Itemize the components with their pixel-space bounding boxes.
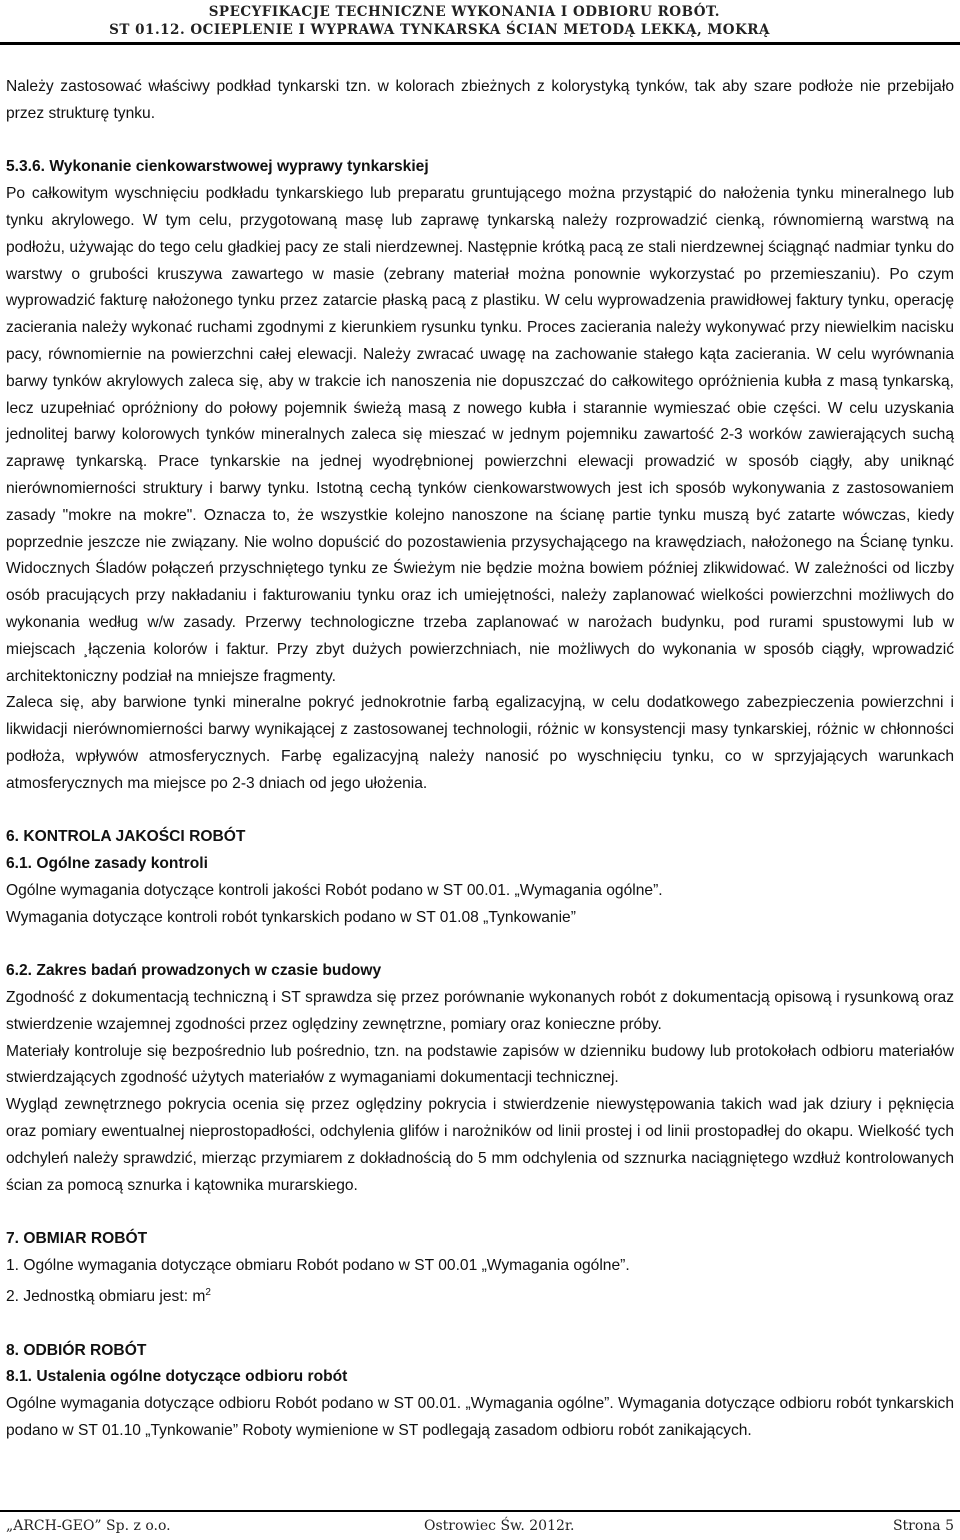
section-7-heading: 7. OBMIAR ROBÓT [6, 1230, 148, 1248]
spacer [6, 798, 954, 825]
section-8-1-paragraph: Ogólne wymagania dotyczące odbioru Robót podano w ST 00.01. „Wymagania ogólne”. Wymagania dotyczące odbioru robót tynkarskich podano w ST 01.10 „Tynkowanie” Roboty wymienione w ST podlegają zasadom odbioru robót zanikających. [6, 1395, 954, 1440]
section-6-1-heading: 6.1. Ogólne zasady kontroli [6, 855, 208, 873]
page-header [0, 2, 960, 42]
spacer [6, 128, 954, 155]
section-6-2-paragraph-3: Wygląd zewnętrznego pokrycia ocenia się przez oględziny pokrycia i stwierdzenie niewystępowania takich wad jak dziury i pęknięcia oraz pomiary ewentualnej nieprostopadłości, odchylenia glifów i narożników od linii prostej i od linii prostopadłej do okapu. Wielkość tych odchyleń należy sprawdzić, mierząc przymiarem z dokładnością do 5 mm odchylenia od szznurka naciągniętego wzdłuż kontrolowanych ścian za pomocą sznurka i kątownika murarskiego. [6, 1096, 954, 1194]
footer-page-number: Strona 5 [892, 1518, 954, 1534]
section-6-2-paragraph-2: Materiały kontroluje się bezpośrednio lub pośrednio, tzn. na podstawie zapisów w dzienniku budowy lub protokołach odbioru materiałów stwierdzających zgodność użytych materiałów z wymaganiami dokumentacji technicznej. [6, 1042, 954, 1087]
header-divider [0, 42, 960, 45]
section-8-1-heading: 8.1. Ustalenia ogólne dotyczące odbioru robót [6, 1368, 348, 1386]
footer-divider [0, 1510, 960, 1512]
intro-paragraph: Należy zastosować właściwy podkład tynkarski tzn. w kolorach zbieżnych z kolorystyką tynków, tak aby szare podłoże nie przebijało przez strukturę tynku. [6, 78, 954, 122]
section-7-item-1: 1. Ogólne wymagania dotyczące obmiaru Robót podano w ST 00.01 „Wymagania ogólne”. [6, 1257, 630, 1275]
section-5-3-6-paragraph-2: Zaleca się, aby barwione tynki mineralne pokryć jednokrotnie farbą egalizacyjną, w celu dodatkowego zabezpieczenia powierzchni i likwidacji nierównomierności barwy wynikającej z zastosowanej technologii, różnic w konsystencji masy tynkarskiej, różnic w chłonności podłoża, wpływów atmosferycznych. Farbę egalizacyjną należy nanosić po wyschnięciu tynku, co w sprzyjających warunkach atmosferycznych ma miejsce po 2-3 dniach od jego ułożenia. [6, 694, 954, 792]
section-7-item-2-text: 2. Jednostką obmiaru jest: m [6, 1288, 206, 1306]
spacer [6, 1199, 954, 1226]
section-6-heading: 6. KONTROLA JAKOŚCI ROBÓT [6, 828, 246, 846]
unit-exponent: 2 [205, 1286, 211, 1298]
section-6-1-line-1: Ogólne wymagania dotyczące kontroli jakości Robót podano w ST 00.01. „Wymagania ogólne”. [6, 881, 663, 899]
section-6-2-heading: 6.2. Zakres badań prowadzonych w czasie budowy [6, 962, 382, 980]
section-6-1-line-2: Wymagania dotyczące kontroli robót tynkarskich podano w ST 01.08 „Tynkowanie” [6, 908, 576, 926]
section-5-3-6-heading: 5.3.6. Wykonanie cienkowarstwowej wyprawy tynkarskiej [6, 158, 429, 176]
spacer [6, 1311, 954, 1338]
section-7-item-2 [6, 1280, 954, 1311]
section-6-2-paragraph-1: Zgodność z dokumentacją techniczną i ST sprawdza się przez porównanie wykonanych robót z dokumentacją opisową i rysunkową oraz stwierdzenie wzajemnej zgodności przez oględziny zewnętrzne, pomiary oraz konieczne próby. [6, 989, 954, 1033]
footer-company: „ARCH-GEO” Sp. z o.o. [6, 1518, 171, 1534]
footer-place-date: Ostrowiec Św. 2012r. [424, 1518, 575, 1534]
spacer [6, 932, 954, 959]
document-body [6, 74, 954, 1445]
page-footer [0, 1514, 960, 1538]
header-subtitle: ST 01.12. OCIEPLENIE I WYPRAWA TYNKARSKA ŚCIAN METODĄ LEKKĄ, MOKRĄ [109, 22, 770, 38]
header-title: SPECYFIKACJE TECHNICZNE WYKONANIA I ODBIORU ROBÓT. [208, 4, 720, 20]
section-5-3-6-paragraph-1: Po całkowitym wyschnięciu podkładu tynkarskiego lub preparatu gruntującego można przystąpić do nałożenia tynku mineralnego lub tynku akrylowego. W tym celu, przygotowaną masę lub zaprawę tynkarską należy rozprowadzić cienką, równomierną warstwą na podłożu, używając do tego celu gładkiej pacy ze stali nierdzewnej. Następnie krótką pacą ze stali nierdzewnej ściągnąć nadmiar tynku do warstwy o grubości kruszywa zawartego w masie (zebrany materiał można ponownie wykorzystać po przemieszaniu). Po czym wyprowadzić fakturę nałożonego tynku przez zatarcie płaską pacą z plastiku. W celu wyprowadzenia prawidłowej faktury tynku, operację zacierania należy wykonać ruchami zgodnymi z kierunkiem rysunku tynku. Proces zacierania należy wykonywać przy niewielkim nacisku pacy, równomiernie na powierzchni całej elewacji. Należy zwracać uwagę na zachowanie stałego kąta zacierania. W celu wyrównania barwy tynków akrylowych zaleca się, aby w trakcie ich nanoszenia nie dopuszczać do całkowitego opróżnienia kubła z masą tynkarską, lecz uzupełniać opróżniony do połowy pojemnik świeżą masą z nowego kubła i starannie wymieszać obie części. W celu uzyskania jednolitej barwy kolorowych tynków mineralnych zaleca się mieszać w jednym pojemniku zawartość 2-3 worków zawierających suchą zaprawę tynkarską. Prace tynkarskie na jednej wyodrębnionej powierzchni elewacji prowadzić w sposób ciągły, aby uniknąć nierównomierności struktury i barwy tynku. Istotną cechą tynków cienkowarstwowych jest ich sposób wykonywania z zastosowaniem zasady "mokre na mokre". Oznacza to, że wszystkie kolejno nanoszone na ścianę partie tynku muszą być zatarte wówczas, kiedy poprzednie jeszcze nie związany. Nie wolno dopuścić do pozostawienia przysychającego na krawędziach, nałożonego na Ścianę tynku. Widocznych Śladów połączeń przyschniętego tynku ze Świeżym nie będzie można bowiem później zlikwidować. W zależności od liczby osób pracujących przy nakładaniu i fakturowaniu tynku oraz ich umiejętności, należy zaplanować wielkości powierzchni możliwych do wykonania według w/w zasady. Przerwy technologiczne trzeba zaplanować w narożach budynku, pod rurami spustowymi lub w miejscach ¸łączenia kolorów i faktur. Przy zbyt dużych powierzchniach, nie możliwych do wykonania w sposób ciągły, wprowadzić architektoniczny podział na mniejsze fragmenty. [6, 185, 954, 685]
section-8-heading: 8. ODBIÓR ROBÓT [6, 1341, 147, 1359]
